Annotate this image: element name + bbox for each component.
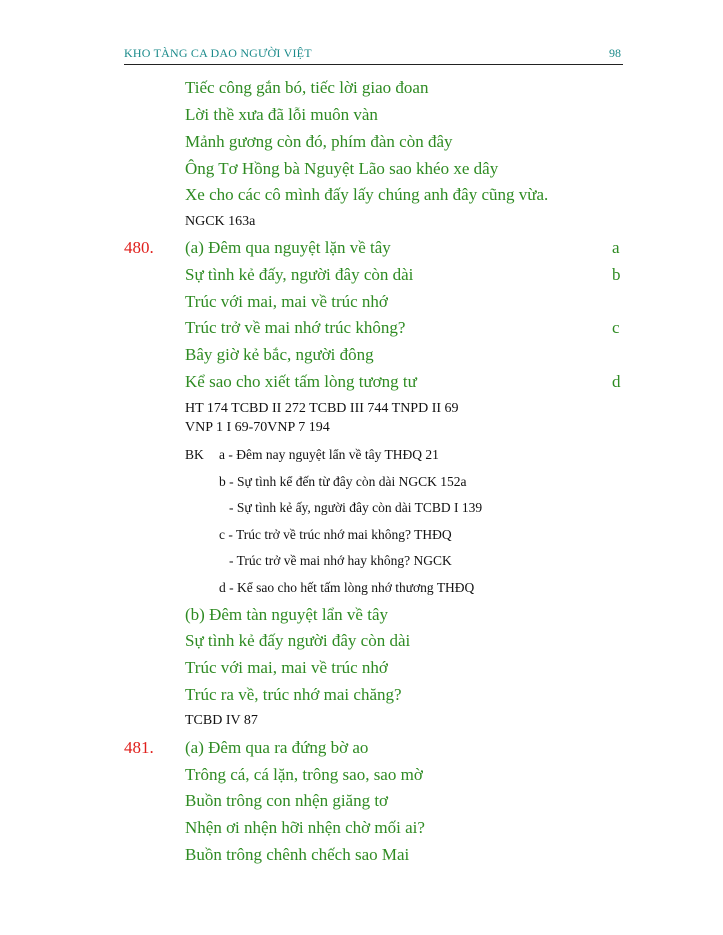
verse-line: Trúc với mai, mai về trúc nhớ: [185, 658, 388, 677]
book-title: KHO TÀNG CA DAO NGƯỜI VIỆT: [124, 46, 312, 60]
variant-line: - Sự tình kẻ ấy, người đây còn dài TCBD I 139: [229, 500, 483, 515]
verse-line: Lời thề xưa đã lỗi muôn vàn: [185, 105, 378, 124]
page-number: 98: [609, 46, 621, 60]
verse-line: Trúc trở về mai nhớ trúc không?: [185, 318, 406, 337]
line-mark: a: [612, 238, 620, 257]
verse-line: (a) Đêm qua nguyệt lặn về tây: [185, 238, 391, 257]
line-mark: b: [612, 265, 621, 284]
line-mark: d: [612, 372, 621, 391]
verse-line: (a) Đêm qua ra đứng bờ ao: [185, 738, 369, 757]
verse-line: (b) Đêm tàn nguyệt lẩn về tây: [185, 605, 388, 624]
verse-number: 480.: [124, 238, 154, 257]
verse-line: Kể sao cho xiết tấm lòng tương tư: [185, 372, 417, 391]
variant-line: b - Sự tình kể đến từ đây còn dài NGCK 152a: [219, 474, 467, 489]
variant-line: c - Trúc trở về trúc nhớ mai không? THĐQ: [219, 527, 452, 542]
verse-line: Sự tình kẻ đấy, người đây còn dài: [185, 265, 414, 284]
verse-line: Trông cá, cá lặn, trông sao, sao mờ: [185, 765, 423, 784]
verse-line: Nhện ơi nhện hỡi nhện chờ mối ai?: [185, 818, 425, 837]
verse-line: Buồn trông chênh chếch sao Mai: [185, 845, 410, 864]
verse-line: Trúc với mai, mai về trúc nhớ: [185, 292, 388, 311]
verse-line: Tiếc công gắn bó, tiếc lời giao đoan: [185, 78, 429, 97]
line-mark: c: [612, 318, 620, 337]
variant-line: d - Kể sao cho hết tấm lòng nhớ thương THĐQ: [219, 580, 475, 595]
verse-line: Sự tình kẻ đấy người đây còn dài: [185, 631, 411, 650]
verse-line: Xe cho các cô mình đấy lấy chúng anh đây cũng vừa.: [185, 185, 549, 204]
variant-label: BK: [185, 447, 204, 462]
verse-line: Trúc ra về, trúc nhớ mai chăng?: [185, 685, 402, 704]
source-reference: VNP 1 I 69-70VNP 7 194: [185, 420, 330, 435]
verse-line: Buồn trông con nhện giăng tơ: [185, 791, 389, 810]
variant-line: a - Đêm nay nguyệt lẩn về tây THĐQ 21: [219, 447, 439, 462]
source-reference: TCBD IV 87: [185, 713, 258, 728]
verse-number: 481.: [124, 738, 154, 757]
verse-line: Mảnh gương còn đó, phím đàn còn đây: [185, 132, 453, 151]
verse-line: Ông Tơ Hồng bà Nguyệt Lão sao khéo xe dây: [185, 159, 499, 178]
variant-line: - Trúc trở về mai nhớ hay không? NGCK: [229, 553, 452, 568]
page-header: [124, 44, 623, 65]
source-reference: NGCK 163a: [185, 214, 256, 229]
source-reference: HT 174 TCBD II 272 TCBD III 744 TNPD II 69: [185, 401, 459, 416]
verse-line: Bây giờ kẻ bắc, người đông: [185, 345, 374, 364]
